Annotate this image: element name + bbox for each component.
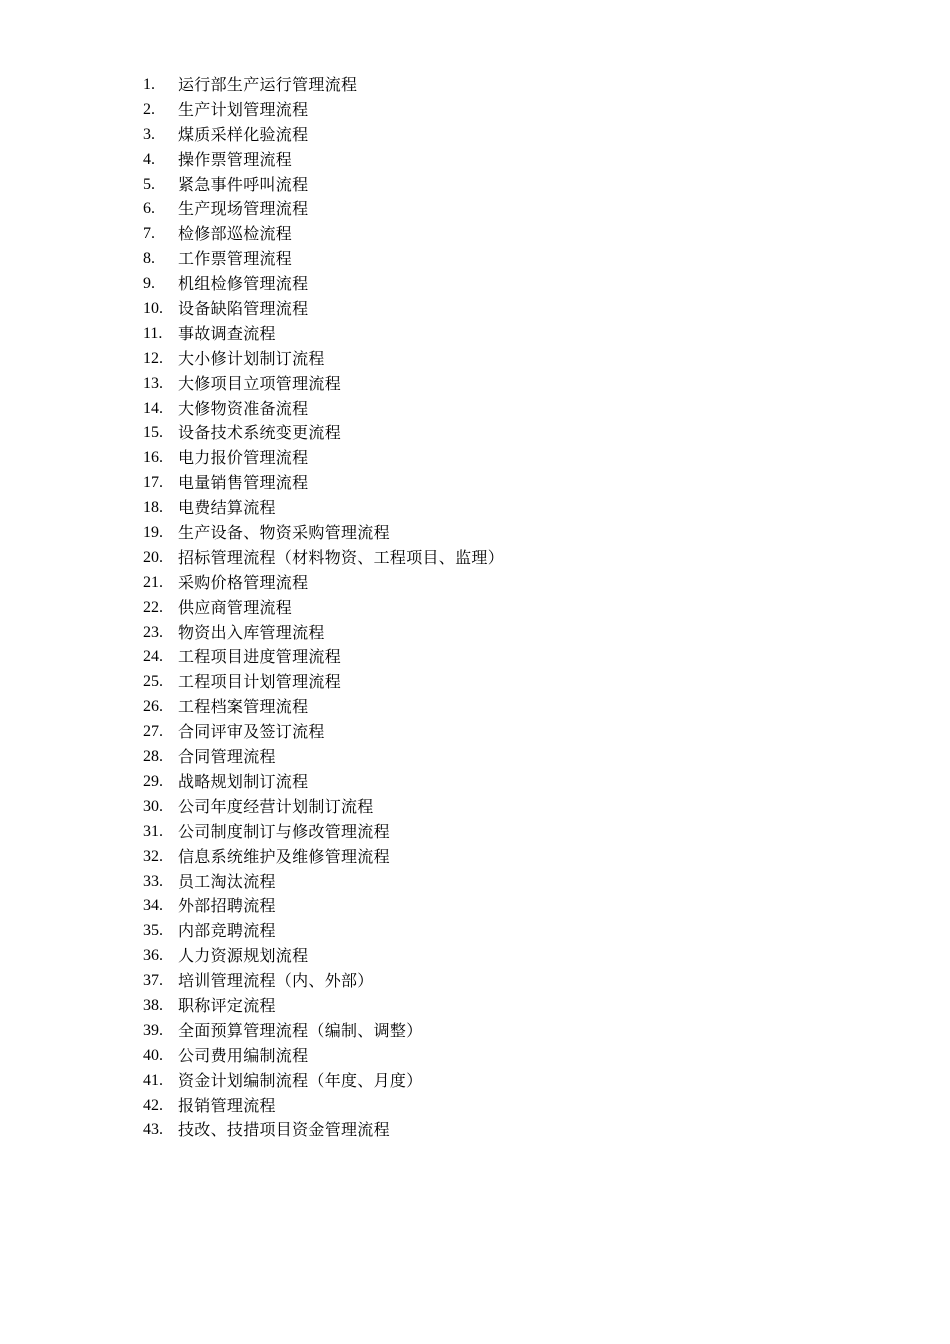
list-item-number: 40.	[143, 1046, 163, 1064]
list-item-text: 员工淘汰流程	[178, 871, 276, 891]
list-item	[143, 1069, 504, 1094]
list-item	[143, 148, 504, 173]
list-item-number: 2.	[143, 100, 155, 118]
list-item-text: 生产计划管理流程	[178, 99, 309, 119]
list-item	[143, 471, 504, 496]
list-item	[143, 621, 504, 646]
list-item	[143, 571, 504, 596]
list-item-text: 公司费用编制流程	[178, 1045, 309, 1065]
list-item	[143, 994, 504, 1019]
list-item-number: 28.	[143, 748, 163, 766]
list-item-number: 3.	[143, 125, 155, 143]
list-item	[143, 272, 504, 297]
list-item	[143, 322, 504, 347]
list-item-number: 38.	[143, 996, 163, 1014]
list-item-text: 大小修计划制订流程	[178, 348, 325, 368]
list-item-number: 19.	[143, 524, 163, 542]
list-item-number: 18.	[143, 499, 163, 517]
list-item	[143, 695, 504, 720]
process-list	[143, 73, 504, 1143]
list-item-number: 11.	[143, 324, 163, 342]
list-item	[143, 894, 504, 919]
list-item-text: 紧急事件呼叫流程	[178, 174, 309, 194]
list-item-text: 电力报价管理流程	[178, 448, 309, 468]
list-item-number: 20.	[143, 548, 163, 566]
list-item-number: 37.	[143, 972, 163, 990]
list-item-text: 职称评定流程	[178, 995, 276, 1015]
list-item-number: 6.	[143, 200, 155, 218]
list-item-text: 电量销售管理流程	[178, 473, 309, 493]
list-item-text: 采购价格管理流程	[178, 572, 309, 592]
list-item-text: 工程档案管理流程	[178, 697, 309, 717]
list-item	[143, 521, 504, 546]
list-item-number: 9.	[143, 275, 155, 293]
list-item-text: 培训管理流程（内、外部）	[178, 971, 374, 991]
list-item-text: 内部竞聘流程	[178, 921, 276, 941]
list-item-text: 设备缺陷管理流程	[178, 299, 309, 319]
list-item-text: 物资出入库管理流程	[178, 622, 325, 642]
list-item-number: 5.	[143, 175, 155, 193]
list-item-text: 工作票管理流程	[178, 249, 293, 269]
list-item-text: 大修物资准备流程	[178, 398, 309, 418]
list-item-number: 8.	[143, 250, 155, 268]
list-item-number: 14.	[143, 399, 163, 417]
list-item-number: 29.	[143, 772, 163, 790]
list-item-number: 15.	[143, 424, 163, 442]
list-item	[143, 73, 504, 98]
list-item	[143, 969, 504, 994]
list-item	[143, 720, 504, 745]
list-item	[143, 173, 504, 198]
list-item-number: 1.	[143, 76, 155, 93]
list-item	[143, 123, 504, 148]
list-item-text: 报销管理流程	[178, 1095, 276, 1115]
list-item	[143, 98, 504, 123]
list-item-text: 合同管理流程	[178, 747, 276, 767]
list-item	[143, 1118, 504, 1143]
list-item-number: 26.	[143, 698, 163, 716]
list-item	[143, 1094, 504, 1119]
list-item	[143, 919, 504, 944]
list-item-number: 22.	[143, 598, 163, 616]
list-item-number: 10.	[143, 300, 163, 318]
list-item-number: 17.	[143, 474, 163, 492]
list-item-number: 43.	[143, 1121, 163, 1139]
list-item	[143, 247, 504, 272]
list-item-text: 工程项目计划管理流程	[178, 672, 342, 692]
list-item	[143, 645, 504, 670]
list-item-number: 23.	[143, 623, 163, 641]
list-item-text: 战略规划制订流程	[178, 771, 309, 791]
list-item-number: 35.	[143, 922, 163, 940]
list-item-number: 36.	[143, 947, 163, 965]
list-item-text: 全面预算管理流程（编制、调整）	[178, 1020, 423, 1040]
list-item-number: 34.	[143, 897, 163, 915]
list-item	[143, 546, 504, 571]
list-item-text: 外部招聘流程	[178, 896, 276, 916]
list-item-text: 合同评审及签订流程	[178, 722, 325, 742]
list-item-text: 资金计划编制流程（年度、月度）	[178, 1070, 423, 1090]
list-item	[143, 770, 504, 795]
list-item-number: 33.	[143, 872, 163, 890]
list-item-text: 公司年度经营计划制订流程	[178, 796, 374, 816]
list-item	[143, 1019, 504, 1044]
list-item	[143, 446, 504, 471]
list-item-number: 25.	[143, 673, 163, 691]
list-item	[143, 496, 504, 521]
list-item-number: 13.	[143, 374, 163, 392]
list-item	[143, 670, 504, 695]
list-item-number: 31.	[143, 822, 163, 840]
list-item-number: 16.	[143, 449, 163, 467]
list-item-text: 运行部生产运行管理流程	[178, 75, 358, 94]
list-item	[143, 845, 504, 870]
list-item	[143, 347, 504, 372]
list-item	[143, 795, 504, 820]
list-item	[143, 297, 504, 322]
list-item	[143, 397, 504, 422]
list-item-text: 供应商管理流程	[178, 597, 293, 617]
list-item	[143, 820, 504, 845]
list-item-text: 电费结算流程	[178, 498, 276, 518]
list-item-text: 技改、技措项目资金管理流程	[178, 1120, 390, 1140]
list-item	[143, 372, 504, 397]
list-item-number: 42.	[143, 1096, 163, 1114]
list-item-text: 招标管理流程（材料物资、工程项目、监理）	[178, 547, 505, 567]
list-item	[143, 421, 504, 446]
list-item-number: 27.	[143, 723, 163, 741]
list-item-text: 工程项目进度管理流程	[178, 647, 342, 667]
list-item-text: 操作票管理流程	[178, 149, 293, 169]
list-item	[143, 222, 504, 247]
list-item-number: 24.	[143, 648, 163, 666]
list-item-number: 7.	[143, 225, 155, 243]
list-item	[143, 1044, 504, 1069]
list-item	[143, 745, 504, 770]
list-item-text: 生产现场管理流程	[178, 199, 309, 219]
list-item-text: 信息系统维护及维修管理流程	[178, 846, 390, 866]
list-item-text: 人力资源规划流程	[178, 946, 309, 966]
list-item-text: 检修部巡检流程	[178, 224, 293, 244]
list-item-number: 21.	[143, 573, 163, 591]
list-item-number: 39.	[143, 1021, 163, 1039]
list-item-text: 机组检修管理流程	[178, 274, 309, 294]
list-item-number: 4.	[143, 150, 155, 168]
list-item-text: 事故调查流程	[178, 323, 276, 343]
list-item-text: 公司制度制订与修改管理流程	[178, 821, 390, 841]
list-item-number: 30.	[143, 797, 163, 815]
list-item	[143, 944, 504, 969]
list-item-text: 大修项目立项管理流程	[178, 373, 342, 393]
list-item	[143, 870, 504, 895]
list-item-number: 32.	[143, 847, 163, 865]
list-item-text: 生产设备、物资采购管理流程	[178, 523, 390, 543]
list-item	[143, 596, 504, 621]
list-item-text: 煤质采样化验流程	[178, 124, 309, 144]
list-item	[143, 197, 504, 222]
list-item-number: 41.	[143, 1071, 163, 1089]
list-item-text: 设备技术系统变更流程	[178, 423, 342, 443]
list-item-number: 12.	[143, 349, 163, 367]
